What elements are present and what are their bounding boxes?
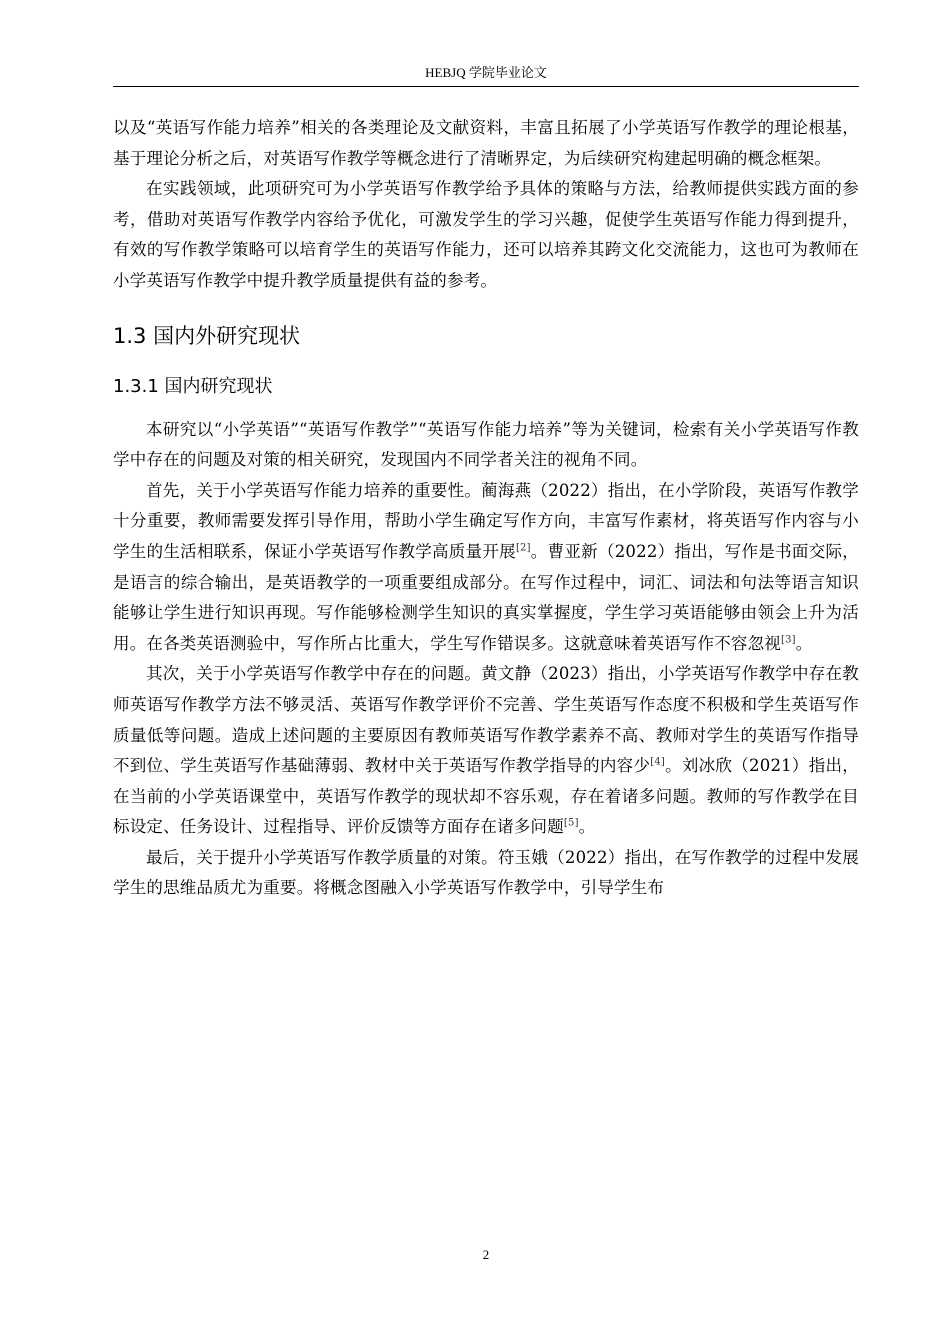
paragraph-problems [113,659,859,843]
citation-marker: [3] [781,634,796,646]
section-heading: 1.3 国内外研究现状 [113,323,301,348]
text-segment: 。曹亚新（2022）指出，写作是书面交际，是语言的综合输出，是英语教学的一项重要组成部分。在写作过程中，词汇、词法和句法等语言知识能够让学生进行知识再现。写作能够检测学生知识的真实掌握度，学生学习英语能够由领会上升为活用。在各类英语测验中，写作所占比重大，学生写作错误多。这就意味着英语写作不容忽视 [113,541,859,653]
citation-marker: [5] [563,817,579,829]
text-segment: 。 [578,817,596,837]
page-body [113,113,859,904]
text-segment: 其次，关于小学英语写作教学中存在的问题。黄文静（2023）指出，小学英语写作教学中存在教师英语写作教学方法不够灵活、英语写作教学评价不完善、学生英语写作态度不积极和学生英语写作质量低等问题。造成上述问题的主要原因有教师英语写作教学素养不高、教师对学生的英语写作指导不到位、学生英语写作基础薄弱、教材中关于英语写作教学指导的内容少 [113,664,859,776]
paragraph-continuation: 以及“英语写作能力培养”相关的各类理论及文献资料，丰富且拓展了小学英语写作教学的理论根基，基于理论分析之后，对英语写作教学等概念进行了清晰界定，为后续研究构建起明确的概念框架。 [113,118,859,168]
paragraph-keywords: 本研究以“小学英语”“英语写作教学”“英语写作能力培养”等为关键词，检索有关小学英语写作教学中存在的问题及对策的相关研究，发现国内不同学者关注的视角不同。 [113,419,859,470]
running-header: HEBJQ 学院毕业论文 [425,65,547,80]
text-segment: 首先，关于小学英语写作能力培养的重要性。蔺海燕（2022）指出，在小学阶段，英语写作教学十分重要，教师需要发挥引导作用，帮助小学生确定写作方向，丰富写作素材，将英语写作内容与小学生的生活相联系，保证小学英语写作教学高质量开展 [113,480,859,561]
paragraph-importance [113,476,859,660]
citation-marker: [4] [650,756,666,768]
paragraph-strategies: 最后，关于提升小学英语写作教学质量的对策。符玉娥（2022）指出，在写作教学的过程中发展学生的思维品质尤为重要。将概念图融入小学英语写作教学中，引导学生布 [113,847,859,898]
text-segment: 。刘冰欣（2021）指出，在当前的小学英语课堂中，英语写作教学的现状却不容乐观，存在着诸多问题。教师的写作教学在目标设定、任务设计、过程指导、评价反馈等方面存在诸多问题 [113,756,859,837]
subsection-heading: 1.3.1 国内研究现状 [113,375,273,397]
text-segment: 。 [795,633,813,653]
header-rule [113,86,859,87]
paragraph-practice: 在实践领域，此项研究可为小学英语写作教学给予具体的策略与方法，给教师提供实践方面的参考，借助对英语写作教学内容给予优化，可激发学生的学习兴趣，促使学生英语写作能力得到提升，有效的写作教学策略可以培育学生的英语写作能力，还可以培养其跨文化交流能力，这也可为教师在小学英语写作教学中提升教学质量提供有益的参考。 [113,179,859,290]
citation-marker: [2] [515,542,531,554]
page-number: 2 [482,1247,490,1262]
